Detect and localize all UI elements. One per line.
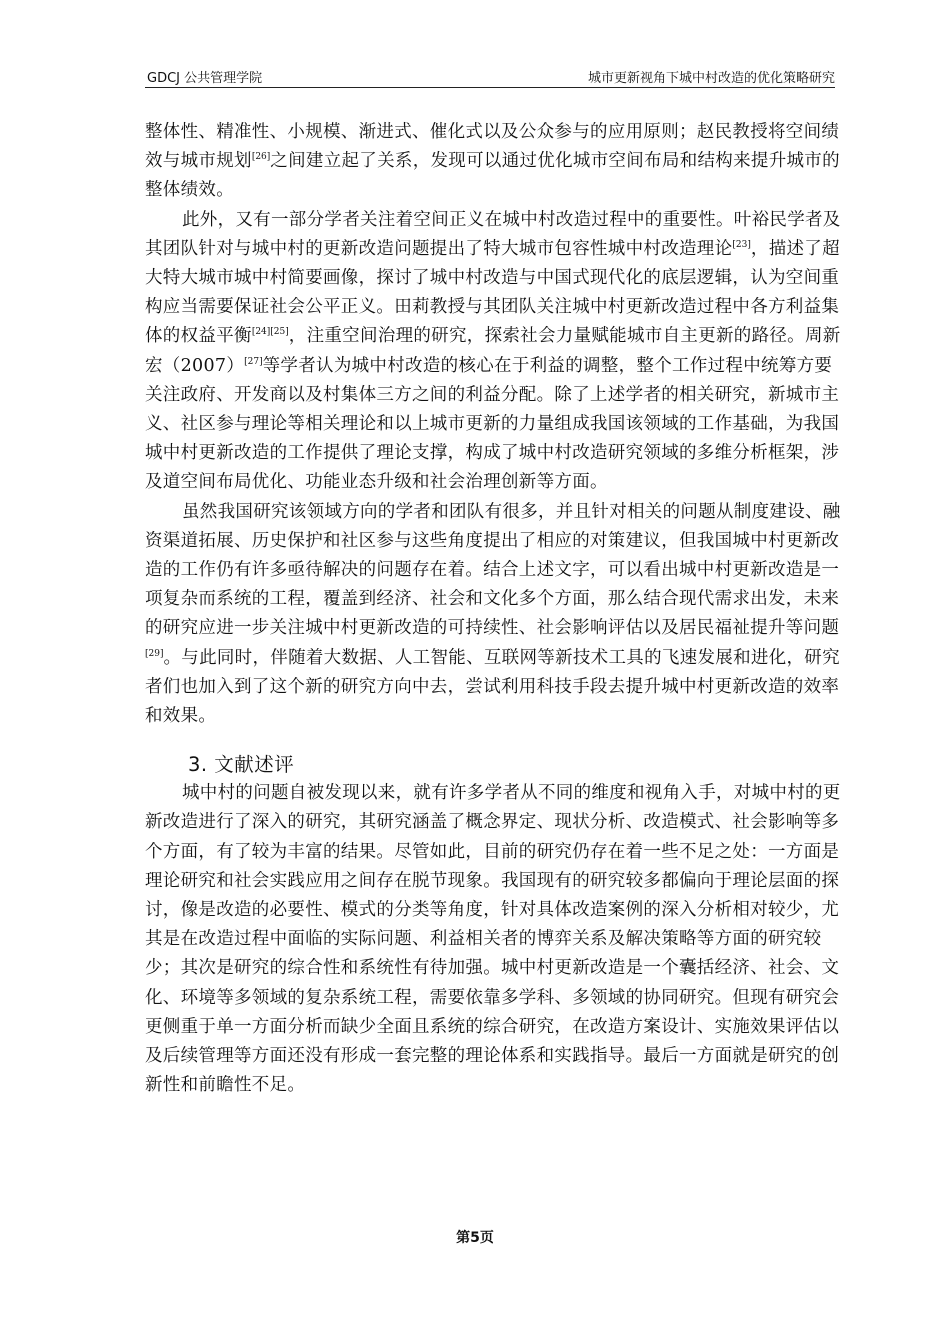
paragraph-3 [145,498,845,732]
header-document-title: 城市更新视角下城中村改造的优化策略研究 [587,71,835,86]
page-number: 第5页 [456,1230,494,1246]
citation-ref: [26] [251,152,271,163]
citation-ref: [27] [244,356,263,367]
paragraph-text: ，注重空间治理的研究，探索社会力量赋能城市自主更新的路径。周新宏（2007） [145,326,841,376]
page-header [145,67,835,88]
paragraph-2 [145,206,845,498]
paragraph-text: 虽然我国研究该领域方向的学者和团队有很多，并且针对相关的问题从制度建设、融资渠道拓展、历史保护和社区参与这些角度提出了相应的对策建议，但我国城中村更新改造的工作仍有许多亟待解决的问题存在着。结合上述文字，可以看出城中村更新改造是一项复杂而系统的工程，覆盖到经济、社会和文化多个方面，那么结合现代需求出发，未来的研究应进一步关注城中村更新改造的可持续性、社会影响评估以及居民福祉提升等问题 [145,501,841,639]
paragraph-text: 。与此同时，伴随着大数据、人工智能、互联网等新技术工具的飞速发展和进化，研究者们也加入到了这个新的研究方向中去，尝试利用科技手段去提升城中村更新改造的效率和效果。 [145,647,840,727]
header-institution: GDCJ 公共管理学院 [147,71,263,86]
paragraph-text: 此外，又有一部分学者关注着空间正义在城中村改造过程中的重要性。叶裕民学者及其团队针对与城中村的更新改造问题提出了特大城市包容性城中村改造理论 [145,209,841,259]
section-paragraph: 城中村的问题自被发现以来，就有许多学者从不同的维度和视角入手，对城中村的更新改造进行了深入的研究，其研究涵盖了概念界定、现状分析、改造模式、社会影响等多个方面，有了较为丰富的结果。尽管如此，目前的研究仍存在着一些不足之处：一方面是理论研究和社会实践应用之间存在脱节现象。我国现有的研究较多都偏向于理论层面的探讨，像是改造的必要性、模式的分类等角度，针对具体改造案例的深入分析相对较少，尤其是在改造过程中面临的实际问题、利益相关者的博弈关系及解决策略等方面的研究较少；其次是研究的综合性和系统性有待加强。城中村更新改造是一个囊括经济、社会、文化、环境等多领域的复杂系统工程，需要依靠多学科、多领域的协同研究。但现有研究会更侧重于单一方面分析而缺少全面且系统的综合研究，在改造方案设计、实施效果评估以及后续管理等方面还没有形成一套完整的理论体系和实践指导。最后一方面就是研究的创新性和前瞻性不足。 [145,783,841,1096]
paragraph-text: 整体性、精准性、小规模、渐进式、催化式以及公众参与的应用原则；赵民教授将空间绩效与城市规划 [145,122,840,172]
paragraph-text: ，描述了超大特大城市城中村简要画像，探讨了城中村改造与中国式现代化的底层逻辑，认为空间重构应当需要保证社会公平正义。田莉教授与其团队关注城中村更新改造过程中各方利益集体的权益平衡 [145,238,840,347]
document-body [145,118,845,1101]
section-heading: 3. 文献述评 [188,753,295,777]
citation-ref: [24][25] [251,327,289,338]
paragraph-1 [145,118,845,206]
paragraph-text: 等学者认为城中村改造的核心在于利益的调整，整个工作过程中统筹方要关注政府、开发商以及村集体三方之间的利益分配。除了上述学者的相关研究，新城市主义、社区参与理论等相关理论和以上城市更新的力量组成我国该领域的工作基础，为我国城中村更新改造的工作提供了理论支撑，构成了城中村改造研究领域的多维分析框架，涉及道空间布局优化、功能业态升级和社会治理创新等方面。 [145,355,840,493]
citation-ref: [29] [145,648,164,659]
citation-ref: [23] [732,239,751,250]
paragraph-text: 之间建立起了关系，发现可以通过优化城市空间布局和结构来提升城市的整体绩效。 [145,151,840,201]
